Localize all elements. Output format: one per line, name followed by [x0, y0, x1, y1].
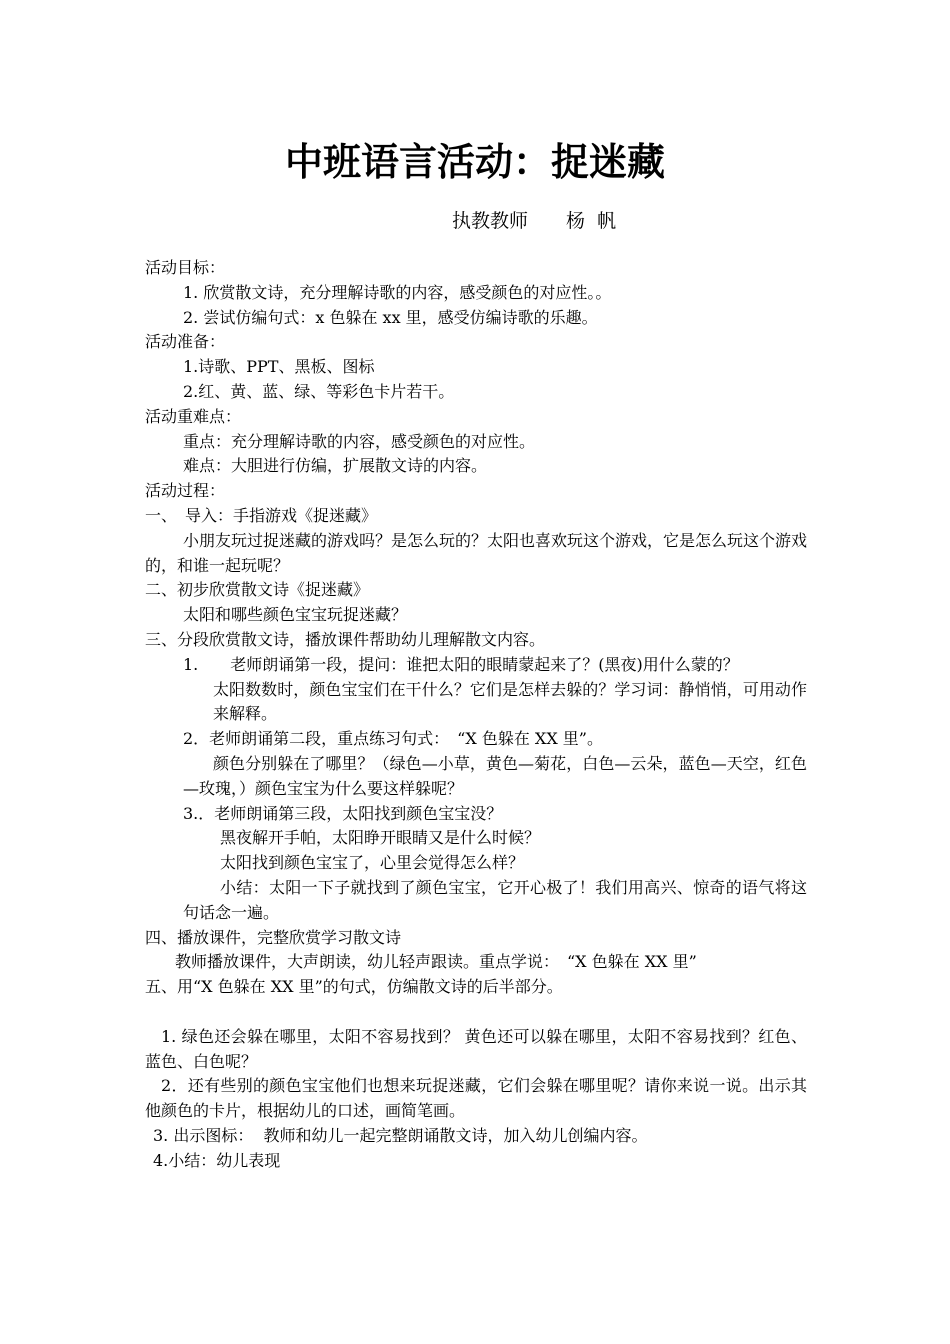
prep-heading: 活动准备： [145, 332, 226, 352]
step-5-item-3: 3. 出示图标： 教师和幼儿一起完整朗诵散文诗，加入幼儿创编内容。 [153, 1125, 648, 1145]
step-2-title: 二、初步欣赏散文诗《捉迷藏》 [145, 580, 370, 600]
teacher-line: 执教教师 杨 帆 [452, 210, 617, 232]
key-point-1: 重点：充分理解诗歌的内容，感受颜色的对应性。 [183, 431, 536, 451]
step-3-item-1-detail: 太阳数数时，颜色宝宝们在干什么？它们是怎样去躲的？学习词：静悄悄，可用动作来解释。 [213, 679, 807, 724]
step-1-text: 小朋友玩过捉迷藏的游戏吗？是怎么玩的？太阳也喜欢玩这个游戏，它是怎么玩这个游戏的，和谁一起玩呢？ [145, 530, 808, 575]
prep-item-1: 1.诗歌、PPT、黑板、图标 [183, 357, 375, 377]
step-4-text: 教师播放课件，大声朗读，幼儿轻声跟读。重点学说： “X 色躲在 XX 里” [175, 952, 697, 972]
step-3-summary: 小结：太阳一下子就找到了颜色宝宝，它开心极了！我们用高兴、惊奇的语气将这句话念一遍。 [183, 877, 807, 922]
goal-item-1: 1. 欣赏散文诗，充分理解诗歌的内容，感受颜色的对应性。。 [183, 282, 612, 302]
step-2-text: 太阳和哪些颜色宝宝玩捉迷藏？ [183, 605, 408, 625]
document-body [145, 256, 807, 1173]
step-5-item-2: 2．还有些别的颜色宝宝他们也想来玩捉迷藏，它们会躲在哪里呢？请你来说一说。出示其他颜色的卡片，根据幼儿的口述，画简笔画。 [145, 1076, 807, 1121]
step-1-title: 一、 导入：手指游戏《捉迷藏》 [145, 505, 378, 525]
step-3-item-2-detail: 颜色分别躲在了哪里？（绿色—小草，黄色—菊花，白色—云朵，蓝色—天空，红色—玫瑰，）颜色宝宝为什么要这样躲呢？ [183, 753, 807, 798]
step-3-item-2: 2．老师朗诵第二段，重点练习句式： “X 色躲在 XX 里”。 [183, 729, 603, 749]
goals-heading: 活动目标： [145, 258, 226, 277]
blank-line [145, 1000, 807, 1025]
goal-item-2: 2. 尝试仿编句式：x 色躲在 xx 里，感受仿编诗歌的乐趣。 [183, 307, 598, 327]
step-4-title: 四、播放课件，完整欣赏学习散文诗 [145, 927, 402, 947]
document-title: 中班语言活动：捉迷藏 [284, 140, 665, 184]
step-5-title: 五、用“X 色躲在 XX 里”的句式，仿编散文诗的后半部分。 [145, 977, 563, 997]
step-3-item-3: 3.．老师朗诵第三段，太阳找到颜色宝宝没？ [183, 803, 503, 823]
prep-item-2: 2.红、黄、蓝、绿、等彩色卡片若干。 [183, 381, 455, 401]
key-heading: 活动重难点： [145, 406, 242, 426]
step-3-title: 三、分段欣赏散文诗，播放课件帮助幼儿理解散文内容。 [145, 629, 546, 649]
step-3-item-3-question-a: 黑夜解开手帕，太阳睁开眼睛又是什么时候？ [220, 828, 541, 848]
step-3-item-1: 1. 老师朗诵第一段，提问：谁把太阳的眼睛蒙起来了？(黑夜)用什么蒙的？ [183, 654, 739, 674]
step-3-item-3-question-b: 太阳找到颜色宝宝了，心里会觉得怎么样？ [220, 853, 525, 873]
process-heading: 活动过程： [145, 481, 226, 501]
step-5-item-4: 4.小结：幼儿表现 [153, 1150, 281, 1170]
key-point-2: 难点：大胆进行仿编，扩展散文诗的内容。 [183, 456, 488, 476]
step-5-item-1: 1. 绿色还会躲在哪里，太阳不容易找到？ 黄色还可以躲在哪里，太阳不容易找到？红色、蓝色、白色呢？ [145, 1026, 807, 1071]
